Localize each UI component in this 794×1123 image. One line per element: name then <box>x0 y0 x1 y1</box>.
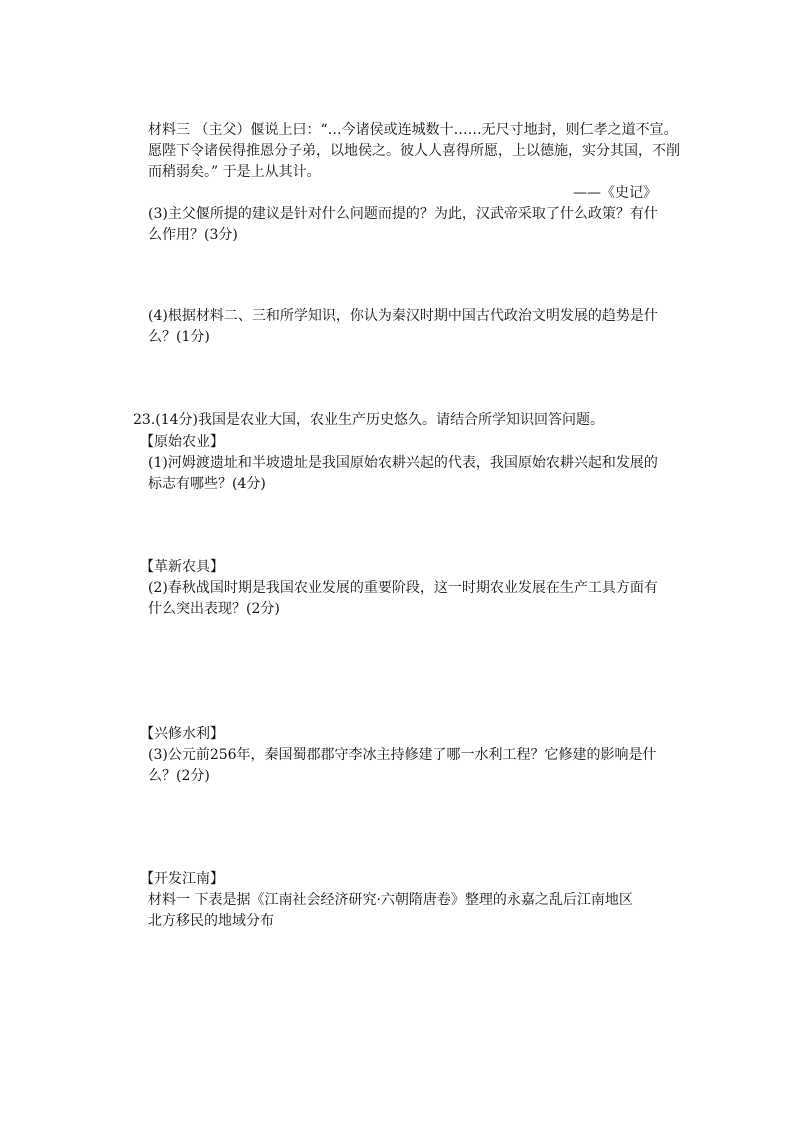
section-3-line-2: 么？(2分) <box>148 768 210 784</box>
section-4-line-2: 北方移民的地域分布 <box>148 913 274 929</box>
question-4-line-1: (4)根据材料二、三和所学知识，你认为秦汉时期中国古代政治文明发展的趋势是什 <box>148 308 658 324</box>
material-3-line-2: 愿陛下令诸侯得推恩分子弟，以地侯之。彼人人喜得所愿，上以德施，实分其国，不削 <box>148 143 680 159</box>
section-farm-tools-title: 【革新农具】 <box>140 559 224 575</box>
section-4-line-1: 材料一 下表是据《江南社会经济研究·六朝隋唐卷》整理的永嘉之乱后江南地区 <box>148 892 633 908</box>
section-3-line-1: (3)公元前256年，秦国蜀郡郡守李冰主持修建了哪一水利工程？它修建的影响是什 <box>148 747 657 763</box>
section-water-conservancy-title: 【兴修水利】 <box>140 726 224 742</box>
section-jiangnan-title: 【开发江南】 <box>140 871 224 887</box>
material-3-line-1: 材料三 （主父）偃说上曰：“…今诸侯或连城数十……无尺寸地封，则仁孝之道不宣。 <box>148 122 678 138</box>
question-23-intro: 23.(14分)我国是农业大国，农业生产历史悠久。请结合所学知识回答问题。 <box>133 412 605 428</box>
section-primitive-agriculture-title: 【原始农业】 <box>140 434 224 450</box>
material-3-line-3: 而稍弱矣。” 于是上从其计。 <box>148 164 321 180</box>
section-1-line-1: (1)河姆渡遗址和半坡遗址是我国原始农耕兴起的代表，我国原始农耕兴起和发展的 <box>148 455 658 471</box>
section-1-line-2: 标志有哪些？(4分) <box>148 476 266 492</box>
question-3-line-2: 么作用？(3分) <box>148 227 238 243</box>
question-4-line-2: 么？(1分) <box>148 329 210 345</box>
question-3-line-1: (3)主父偃所提的建议是针对什么问题而提的？为此，汉武帝采取了什么政策？有什 <box>148 206 658 222</box>
section-2-line-1: (2)春秋战国时期是我国农业发展的重要阶段，这一时期农业发展在生产工具方面有 <box>148 580 658 596</box>
material-3-source: ——《史记》 <box>573 185 657 201</box>
section-2-line-2: 什么突出表现？(2分) <box>148 601 280 617</box>
